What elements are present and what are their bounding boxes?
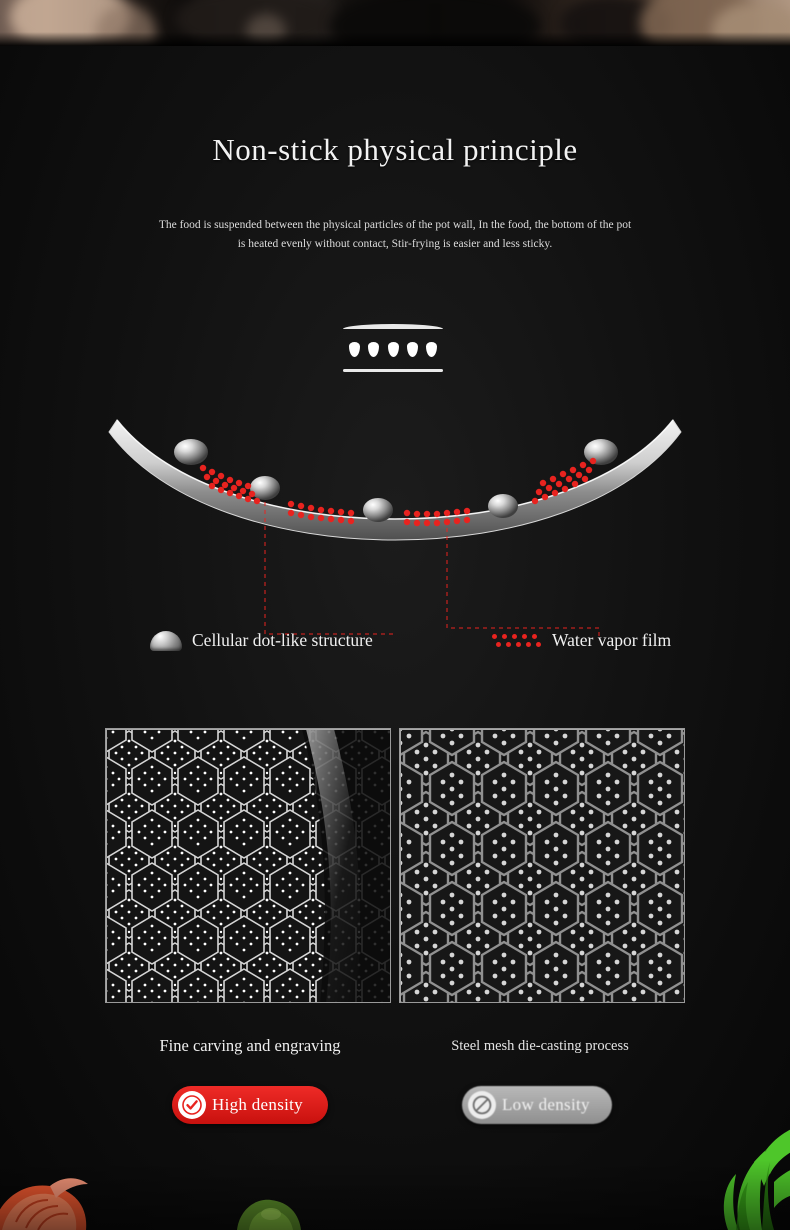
water-drop-icon bbox=[368, 342, 379, 357]
badge-high-density bbox=[172, 1086, 328, 1124]
check-circle-icon bbox=[178, 1091, 206, 1119]
comparison-panels bbox=[105, 728, 685, 1003]
badge-label: Low density bbox=[502, 1095, 590, 1114]
prohibited-circle-icon bbox=[468, 1091, 496, 1119]
vegetable-garnish bbox=[235, 1190, 305, 1230]
water-drop-icon bbox=[388, 342, 399, 357]
legend-label: Water vapor film bbox=[552, 630, 672, 650]
honeycomb-pattern-right bbox=[400, 729, 685, 1003]
content-area bbox=[0, 46, 790, 1230]
parsley-garnish bbox=[670, 1090, 790, 1230]
steam-bar-top bbox=[343, 324, 443, 329]
fine-carving-honeycomb-photo bbox=[105, 728, 391, 1003]
top-cookware-photo-strip bbox=[0, 0, 790, 46]
water-drop-icon bbox=[407, 342, 418, 357]
legend-label: Cellular dot-like structure bbox=[192, 630, 373, 650]
caption-fine-carving: Fine carving and engraving bbox=[159, 1036, 341, 1055]
shrimp-garnish bbox=[0, 1160, 112, 1230]
steam-drops-icon bbox=[343, 324, 443, 372]
page-description: The food is suspended between the physical particles of the pot wall, In the food, the bottom of the pot is heated evenly without contact, Stir-frying is easier and less sticky. bbox=[158, 219, 632, 250]
legend-water-vapor-film bbox=[490, 630, 671, 651]
water-drop-icon bbox=[349, 342, 360, 357]
metal-ball-icon bbox=[150, 631, 182, 651]
honeycomb-pattern-left bbox=[106, 729, 391, 1003]
steam-drop-row bbox=[349, 336, 437, 362]
badge-low-density bbox=[462, 1086, 612, 1124]
strip-shadow bbox=[0, 32, 790, 46]
legend-cellular-structure bbox=[150, 630, 373, 651]
red-dots-icon bbox=[490, 632, 542, 650]
badge-label: High density bbox=[212, 1095, 303, 1114]
steel-mesh-die-casting-photo bbox=[399, 728, 685, 1003]
steam-bar-bottom bbox=[343, 369, 443, 372]
caption-steel-mesh: Steel mesh die-casting process bbox=[451, 1038, 629, 1054]
page-title: Non-stick physical principle bbox=[212, 132, 578, 167]
water-drop-icon bbox=[426, 342, 437, 357]
